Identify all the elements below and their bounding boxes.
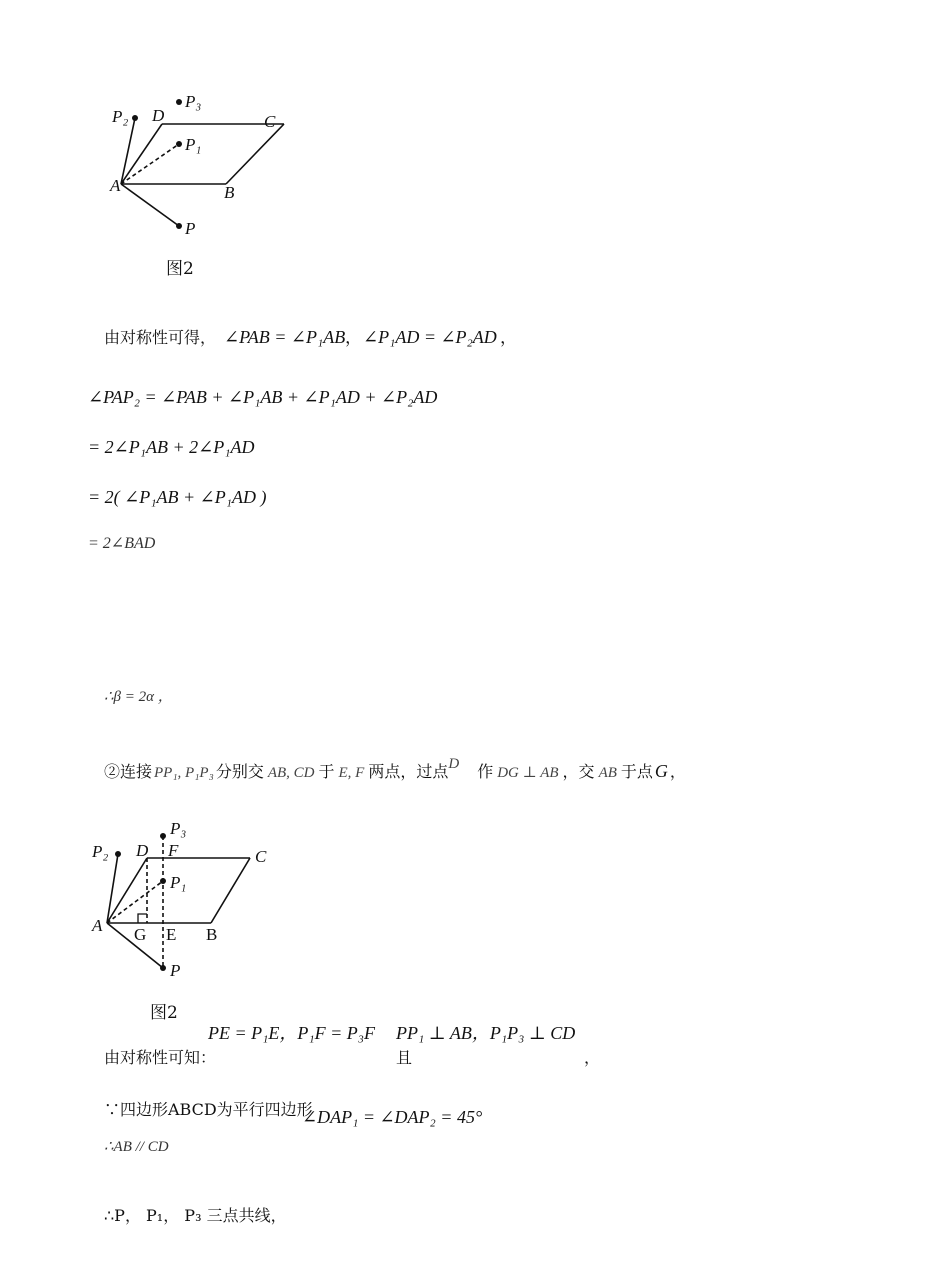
label-f: F: [168, 841, 179, 860]
point-p1: [160, 878, 166, 884]
edge-bc: [211, 858, 250, 923]
label-p2: P₂: [112, 107, 129, 126]
derivation-line-4: = 2( ∠P₁AB + ∠P₁AD ): [88, 487, 267, 507]
label-d: D: [136, 841, 149, 860]
derivation-line-1-eq2: ∠P₁AD = ∠P₂AD: [363, 327, 497, 347]
step-2-ab: AB: [598, 765, 617, 781]
figure-1: [0, 0, 320, 290]
label-d: D: [152, 106, 165, 125]
derivation-line-3: = 2∠P₁AB + 2∠P₁AD: [88, 437, 255, 457]
label-g: G: [134, 925, 147, 944]
symmetry-comma: ，: [584, 1048, 601, 1067]
segment-ap: [121, 184, 179, 226]
derivation-line-1-prefix: 由对称性可得，: [104, 328, 217, 347]
symmetry-prefix: 由对称性可知：: [104, 1048, 217, 1067]
step-2-end: ，: [669, 762, 686, 781]
derivation-line-1-eq1: ∠PAB = ∠P₁AB: [224, 327, 346, 347]
step-2-mid5: ，交: [562, 762, 595, 781]
label-p: P: [170, 961, 181, 980]
step-2-point-d: D: [448, 756, 460, 772]
segment-ap1: [121, 144, 179, 184]
edge-da: [107, 858, 147, 923]
point-p2: [115, 851, 121, 857]
label-a: A: [92, 916, 103, 935]
label-p2: P₂: [92, 842, 109, 861]
point-p: [176, 223, 182, 229]
label-e: E: [166, 925, 177, 944]
derivation-line-2: ∠PAP₂ = ∠PAB + ∠P₁AB + ∠P₁AD + ∠P₂AD: [88, 387, 438, 407]
derivation-line-5: = 2∠BAD: [88, 535, 156, 552]
figure-1-caption: 图2: [166, 259, 194, 279]
label-c: C: [264, 112, 276, 131]
label-b: B: [206, 925, 218, 944]
step-2-perp: DG ⊥ AB: [497, 765, 559, 781]
figure-2-diagram: [0, 800, 320, 990]
figure-2: [0, 800, 320, 1030]
step-2-mid3: 两点，过点: [368, 762, 449, 781]
label-c: C: [255, 847, 267, 866]
step-2-mid4: 作: [477, 762, 494, 781]
step-2-mid6: 于点: [620, 762, 653, 781]
label-p: P: [185, 219, 196, 238]
qie-text: 且: [396, 1048, 413, 1067]
point-p2: [132, 115, 138, 121]
label-p3: P₃: [170, 819, 187, 838]
parallel-statement: ∴AB // CD: [104, 1139, 169, 1155]
point-p3: [176, 99, 182, 105]
label-p1: P₁: [170, 873, 187, 892]
step-2-prefix: ②连接: [104, 762, 153, 781]
angle-equation: ∠DAP₁ = ∠DAP₂ = 45°: [302, 1107, 483, 1127]
conclusion-beta: ∴β = 2α ，: [104, 689, 173, 705]
point-p1: [176, 141, 182, 147]
right-angle-mark: [138, 914, 147, 923]
step-2-line: [104, 756, 686, 781]
step-2-pts: E, F: [338, 765, 365, 781]
step-2-lines: AB, CD: [267, 765, 315, 781]
label-p3: P₃: [185, 92, 202, 111]
label-p1: P₁: [185, 135, 202, 154]
point-p3: [160, 833, 166, 839]
label-b: B: [224, 183, 235, 202]
collinear-statement: ∴P， P₁， P₃ 三点共线，: [104, 1206, 287, 1225]
equation-perpendicular: PP₁ ⊥ AB，P₁P₃ ⊥ CD: [396, 1023, 576, 1043]
quad-statement: ∵四边形ABCD为平行四边形: [104, 1100, 313, 1119]
step-2-segs: PP₁, P₁P₃: [154, 765, 214, 781]
step-2-mid2: 于: [318, 762, 335, 781]
derivation-line-1-sep: ，: [345, 328, 362, 348]
derivation-line-1-end: ，: [500, 328, 517, 348]
step-2-g: G: [654, 761, 668, 781]
point-p: [160, 965, 166, 971]
step-2-mid1: 分别交: [215, 762, 264, 781]
segment-ap1: [107, 881, 163, 923]
edge-bc: [226, 124, 284, 184]
equation-pe: PE = P₁E，P₁F = P₃F: [208, 1023, 376, 1043]
label-a: A: [110, 176, 121, 195]
figure-2-caption: 图2: [150, 1003, 178, 1023]
